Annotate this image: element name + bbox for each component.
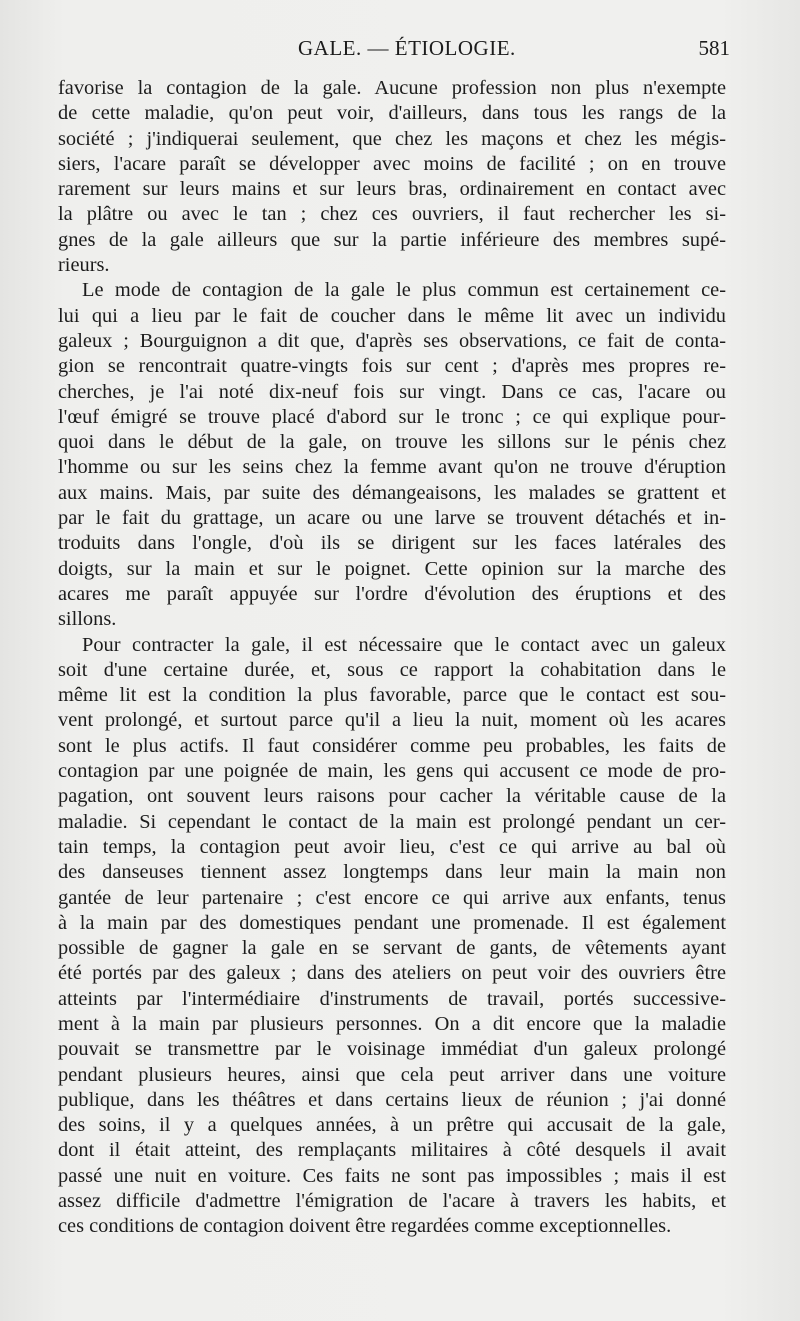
text-line: rieurs. [58, 254, 110, 277]
text-line: pendant plusieurs heures, ainsi que cela peut arriver dans une voiture [58, 1063, 726, 1086]
text-line: contagion par une poignée de main, les gens qui accusent ce mode de pro- [58, 760, 726, 783]
body-text [58, 76, 726, 1240]
page-number: 581 [698, 36, 730, 60]
text-line: rarement sur leurs mains et sur leurs bras, ordinairement en contact avec [58, 178, 726, 201]
text-line: aux mains. Mais, par suite des démangeaisons, les malades se grattent et [58, 481, 726, 504]
text-line: siers, l'acare paraît se développer avec moins de facilité ; on en trouve [58, 152, 726, 175]
text-line: galeux ; Bourguignon a dit que, d'après ses observations, ce fait de conta- [58, 329, 726, 352]
text-line: même lit est la condition la plus favorable, parce que le contact est sou- [58, 684, 726, 707]
text-line: l'homme ou sur les seins chez la femme avant qu'on ne trouve d'éruption [58, 456, 726, 479]
running-head [58, 36, 730, 66]
text-line: doigts, sur la main et sur le poignet. Cette opinion sur la marche des [58, 557, 726, 580]
text-line: favorise la contagion de la gale. Aucune profession non plus n'exempte [58, 77, 726, 99]
text-line: été portés par des galeux ; dans des ateliers on peut voir des ouvriers être [58, 962, 726, 985]
text-line: soit d'une certaine durée, et, sous ce rapport la cohabitation dans le [58, 658, 726, 681]
text-line: gion se rencontrait quatre-vingts fois sur cent ; d'après mes propres re- [58, 355, 726, 378]
text-line: lui qui a lieu par le fait de coucher dans le même lit avec un individu [58, 304, 726, 327]
text-line: publique, dans les théâtres et dans certains lieux de réunion ; j'ai donné [58, 1088, 726, 1111]
text-line: dont il était atteint, des remplaçants militaires à côté desquels il avait [58, 1139, 726, 1162]
text-line: troduits dans l'ongle, d'où ils se dirigent sur les faces latérales des [58, 532, 726, 555]
text-line: pagation, ont souvent leurs raisons pour cacher la véritable cause de la [58, 785, 726, 808]
text-line: pouvait se transmettre par le voisinage immédiat d'un galeux prolongé [58, 1038, 726, 1061]
text-line: société ; j'indiquerai seulement, que chez les maçons et chez les mégis- [58, 127, 726, 150]
text-line: à la main par des domestiques pendant une promenade. Il est également [58, 911, 726, 934]
text-line: par le fait du grattage, un acare ou une larve se trouvent détachés et in- [58, 507, 726, 530]
text-line: gantée de leur partenaire ; c'est encore ce qui arrive aux enfants, tenus [58, 886, 726, 909]
text-line: des soins, il y a quelques années, à un prêtre qui accusait de la gale, [58, 1114, 726, 1137]
paragraph [58, 278, 726, 632]
text-line: sont le plus actifs. Il faut considérer comme peu probables, les faits de [58, 734, 726, 757]
text-line: Le mode de contagion de la gale le plus commun est certainement ce- [82, 279, 726, 302]
text-line: des danseuses tiennent assez longtemps dans leur main la main non [58, 861, 726, 884]
text-line: tain temps, la contagion peut avoir lieu, c'est ce qui arrive au bal où [58, 835, 726, 858]
paragraph [58, 633, 726, 1240]
text-line: possible de gagner la gale en se servant de gants, de vêtements ayant [58, 937, 726, 960]
text-line: acares me paraît appuyée sur l'ordre d'évolution des éruptions et des [58, 582, 726, 605]
text-line: l'œuf émigré se trouve placé d'abord sur le tronc ; ce qui explique pour- [58, 405, 726, 428]
text-line: assez difficile d'admettre l'émigration de l'acare à travers les habits, et [58, 1190, 726, 1213]
text-line: quoi dans le début de la gale, on trouve les sillons sur le pénis chez [58, 431, 726, 454]
text-line: gnes de la gale ailleurs que sur la partie inférieure des membres supé- [58, 228, 726, 251]
text-line: ment à la main par plusieurs personnes. On a dit encore que la maladie [58, 1012, 726, 1035]
text-line: vent prolongé, et surtout parce qu'il a lieu la nuit, moment où les acares [58, 709, 726, 732]
text-line: maladie. Si cependant le contact de la main est prolongé pendant un cer- [58, 810, 726, 833]
text-line: cherches, je l'ai noté dix-neuf fois sur vingt. Dans ce cas, l'acare ou [58, 380, 726, 403]
text-line: atteints par l'intermédiaire d'instruments de travail, portés successive- [58, 987, 726, 1010]
text-line: de cette maladie, qu'on peut voir, d'ailleurs, dans tous les rangs de la [58, 102, 726, 125]
text-line: ces conditions de contagion doivent être regardées comme exceptionnelles. [58, 1215, 672, 1238]
text-line: passé une nuit en voiture. Ces faits ne sont pas impossibles ; mais il est [58, 1164, 726, 1187]
text-line: Pour contracter la gale, il est nécessaire que le contact avec un galeux [82, 633, 726, 656]
running-head-title: GALE. — ÉTIOLOGIE. [298, 36, 516, 60]
text-line: sillons. [58, 608, 117, 631]
text-line: la plâtre ou avec le tan ; chez ces ouvriers, il faut rechercher les si- [58, 203, 726, 226]
paragraph [58, 76, 726, 278]
